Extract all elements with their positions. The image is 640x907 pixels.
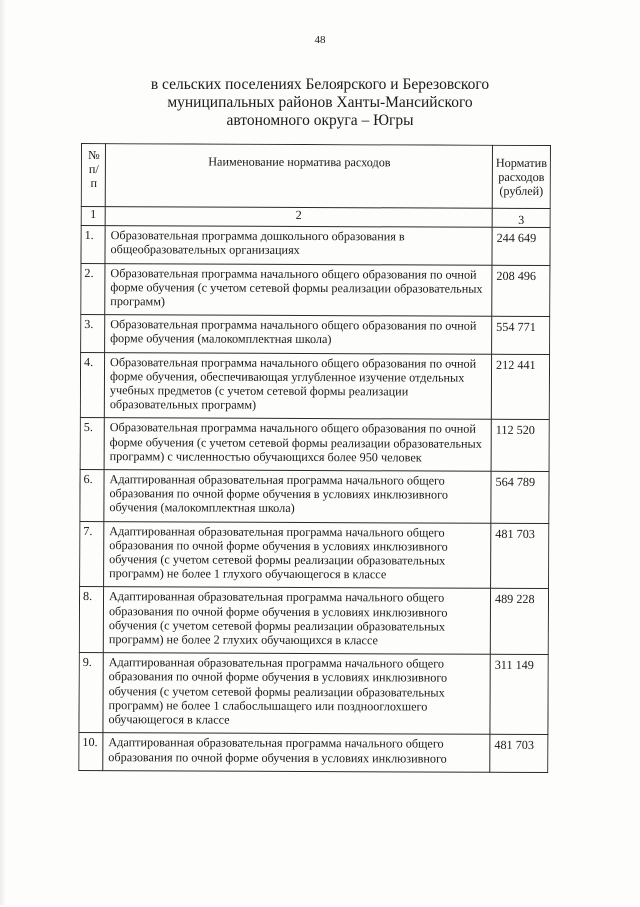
row-number: 1. <box>81 226 105 264</box>
row-value: 554 771 <box>492 317 550 355</box>
row-name: Адаптированная образовательная программа начального общего образования по очной форме обучения в условиях инклюзивного обучения (с учетом сетевой формы реализации образовательных программ) не более 1 слабослышащего или позднооглохшего обучающегося в классе <box>103 653 490 735</box>
row-number: 10. <box>79 733 103 771</box>
table-header-row <box>81 144 550 209</box>
row-name: Образовательная программа начального общего образования по очной форме обучения (с учетом сетевой формы реализации образовательных программ) <box>105 263 492 316</box>
index-cell-2: 2 <box>105 207 492 228</box>
table-row <box>80 352 549 420</box>
row-value: 244 649 <box>492 227 550 265</box>
header-number: № п/п <box>81 144 105 207</box>
scan-edge-shadow <box>0 0 6 905</box>
header-value: Норматив расходов (рублей) <box>492 145 550 208</box>
row-number: 5. <box>80 418 104 470</box>
row-name: Адаптированная образовательная программа начального общего образования по очной форме обучения в условиях инклюзивного обучения (малокомплектная школа) <box>104 470 491 523</box>
row-value: 481 703 <box>490 735 548 773</box>
row-name: Адаптированная образовательная программа начального общего образования по очной форме обучения в условиях инклюзивного обучения (с учетом сетевой формы реализации образовательных программ) не более 1 глухого обучающегося в классе <box>104 521 491 589</box>
table-container <box>78 143 551 907</box>
row-number: 3. <box>81 315 105 353</box>
table-index-row <box>81 207 550 228</box>
table-row <box>79 587 548 655</box>
table-row <box>81 315 550 354</box>
row-number: 9. <box>79 653 103 733</box>
row-name: Адаптированная образовательная программа начального общего образования по очной форме обучения в условиях инклюзивного обучения (с учетом сетевой формы реализации образовательных программ) не более 2 глухих обучающихся в классе <box>103 587 490 655</box>
document-title: в сельских поселениях Белоярского и Березовского муниципальных районов Ханты-Мансийского автономного округа – Югры <box>150 76 490 129</box>
row-value: 311 149 <box>490 655 548 735</box>
row-value: 112 520 <box>491 420 549 472</box>
row-value: 208 496 <box>492 265 550 317</box>
table-row <box>81 263 550 317</box>
row-name: Образовательная программа начального общего образования по очной форме обучения (с учетом сетевой формы реализации образовательных программ) с численностью обучающихся более 950 человек <box>104 418 491 471</box>
row-number: 4. <box>80 352 104 418</box>
row-number: 8. <box>79 587 103 653</box>
header-name: Наименование норматива расходов <box>105 144 492 209</box>
table-row <box>81 226 550 265</box>
table-row <box>80 470 549 524</box>
table-row <box>80 521 549 589</box>
row-number: 2. <box>81 263 105 315</box>
row-value: 481 703 <box>491 523 549 589</box>
row-value: 489 228 <box>490 589 548 655</box>
index-cell-1: 1 <box>81 207 105 226</box>
page-number: 48 <box>314 34 326 46</box>
row-value: 564 789 <box>491 471 549 523</box>
row-number: 7. <box>80 521 104 587</box>
row-number: 6. <box>80 470 104 522</box>
index-cell-3: 3 <box>492 208 550 227</box>
row-name: Адаптированная образовательная программа начального общего образования по очной форме обучения в условиях инклюзивного <box>103 733 490 772</box>
table-row <box>79 653 548 735</box>
table-row <box>79 733 548 772</box>
table-row <box>80 418 549 472</box>
row-name: Образовательная программа дошкольного образования в общеобразовательных организациях <box>105 226 492 265</box>
row-name: Образовательная программа начального общего образования по очной форме обучения (малокомплектная школа) <box>105 315 492 354</box>
norms-table <box>78 143 551 773</box>
row-name: Образовательная программа начального общего образования по очной форме обучения, обеспечивающая углубленное изучение отдельных учебных предметов (с учетом сетевой формы реализации образовательных программ) <box>104 352 491 420</box>
row-value: 212 441 <box>491 354 549 420</box>
